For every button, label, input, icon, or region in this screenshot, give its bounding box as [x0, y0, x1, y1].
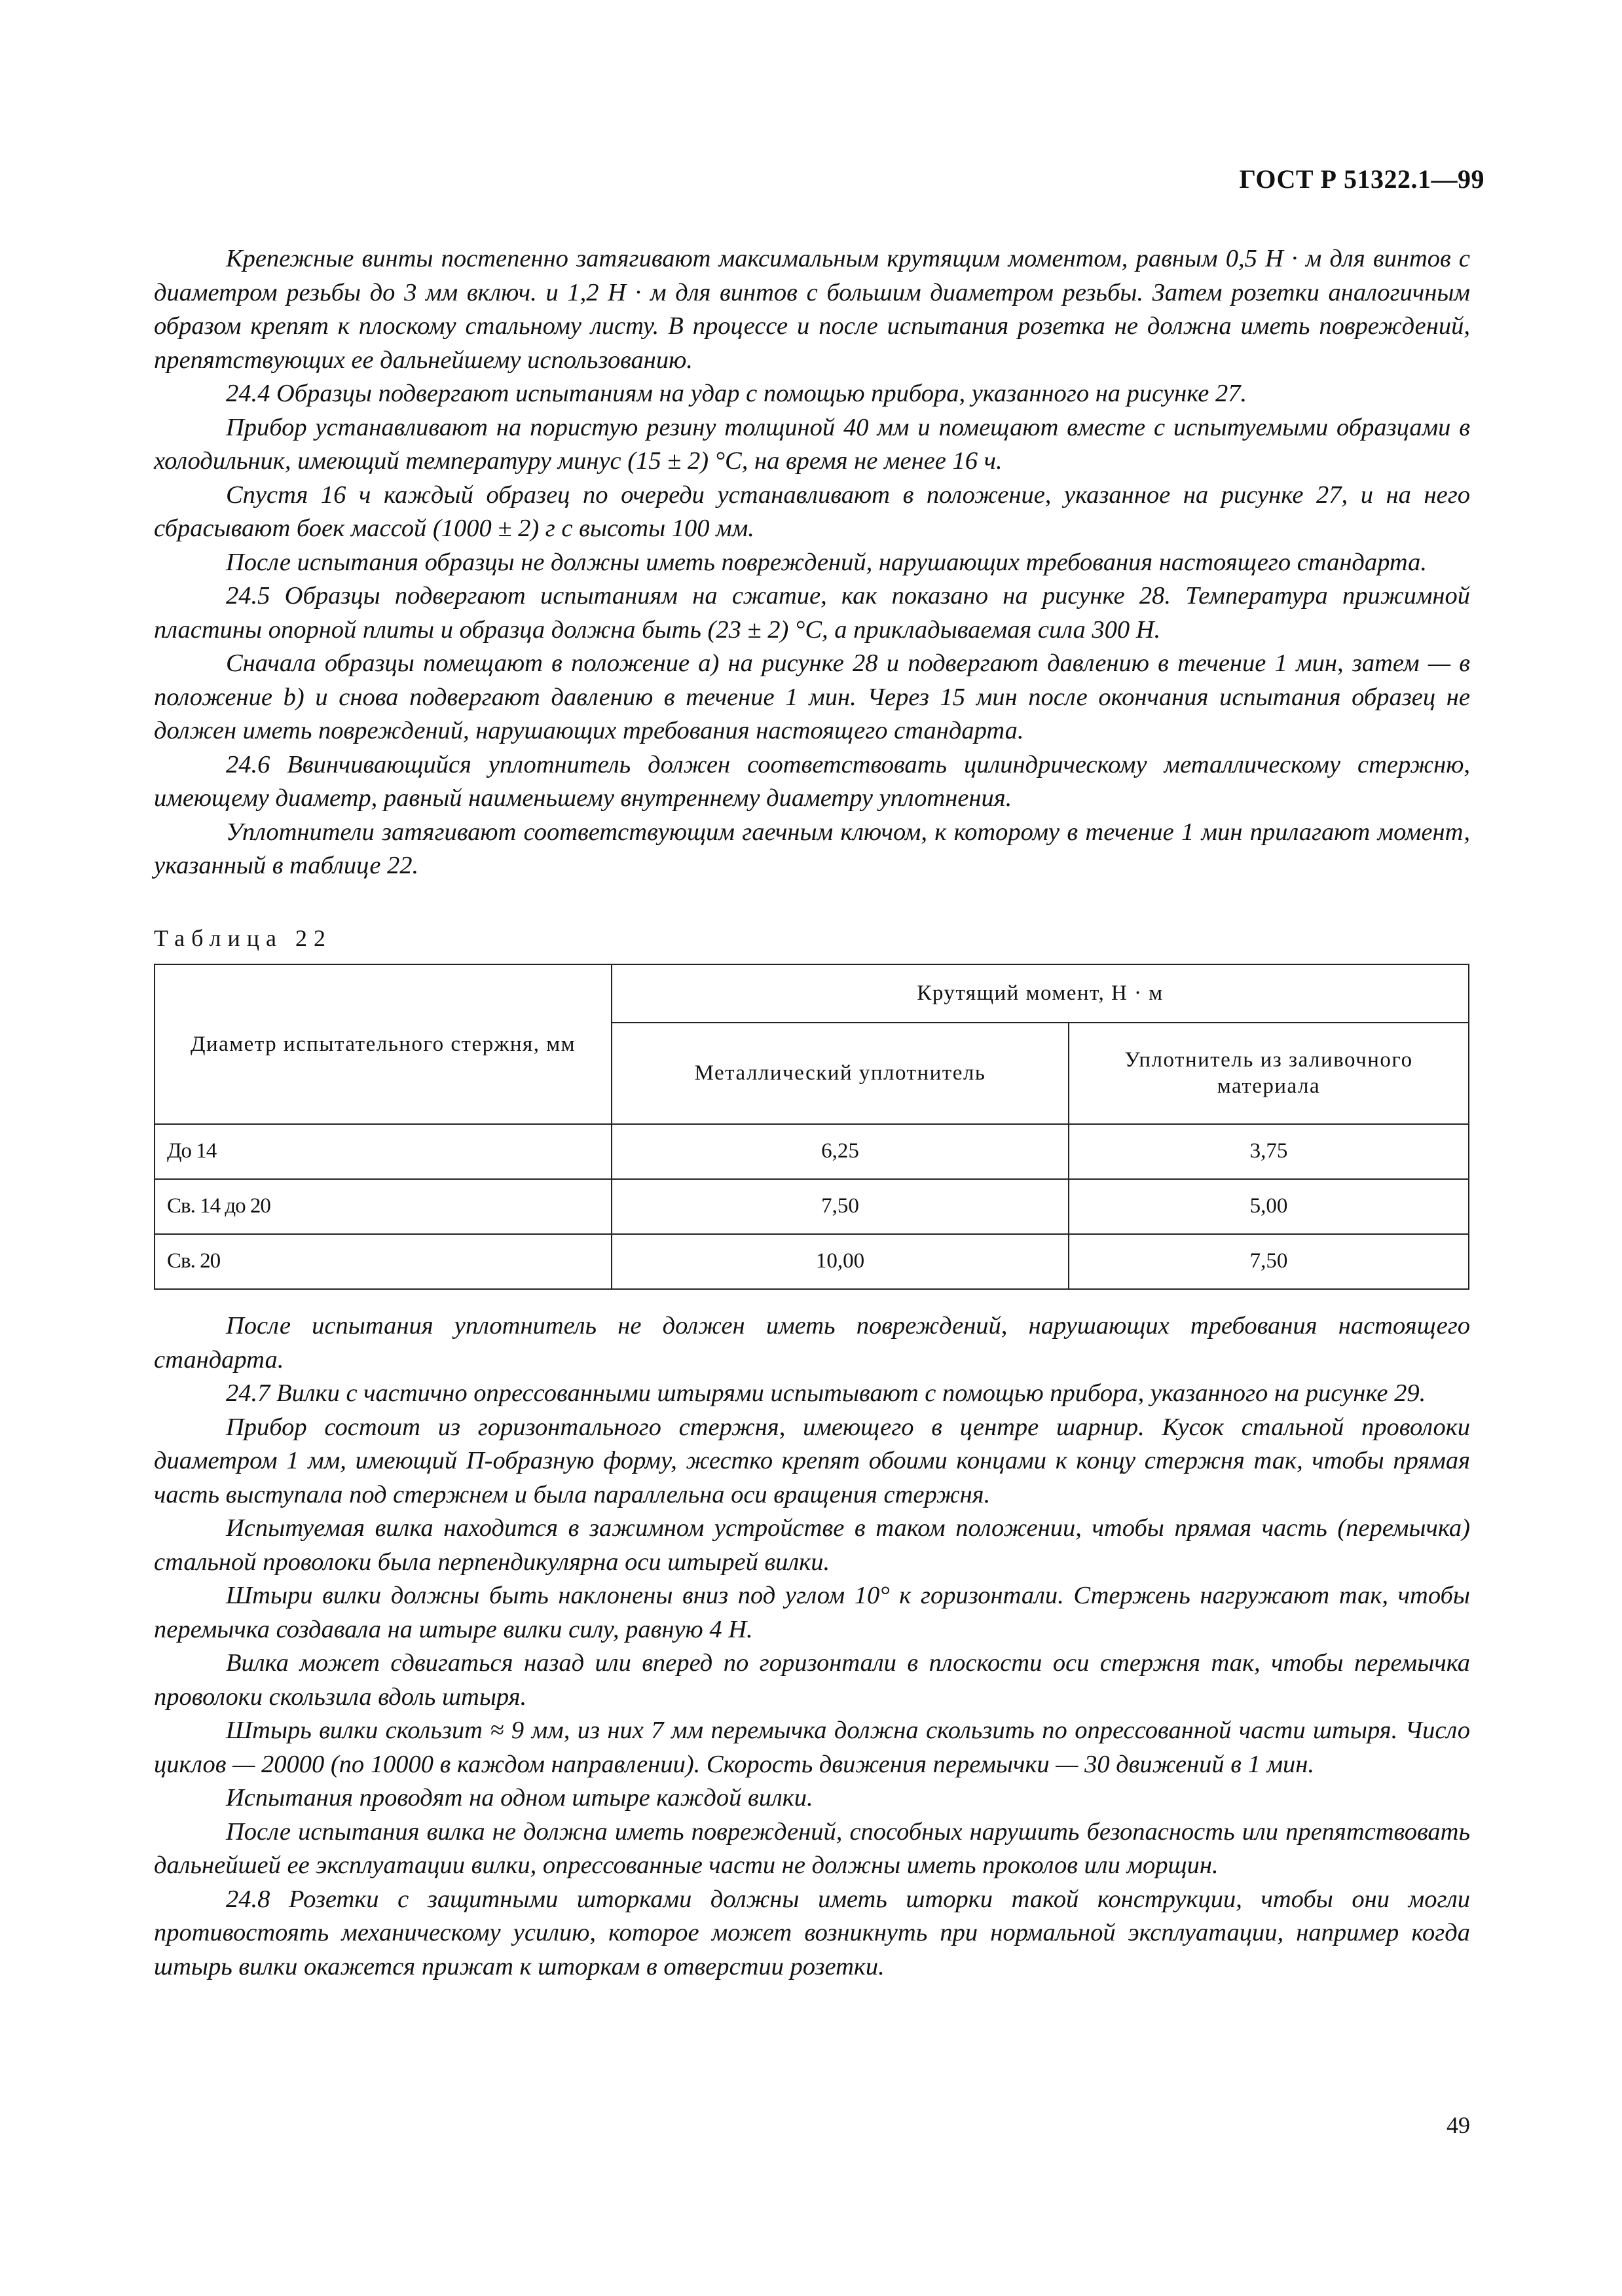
- paragraph: После испытания вилка не должна иметь повреждений, способных нарушить безопасность или препятствовать дальнейшей ее эксплуатации вилки, опрессованные части не должны иметь проколов или морщин.: [154, 1817, 1470, 1879]
- paragraph: Штырь вилки скользит ≈ 9 мм, из них 7 мм перемычка должна скользить по опрессованной части штыря. Число циклов — 20000 (по 10000 в каждом направлении). Скорость движения перемычки — 30 движений в 1 мин.: [154, 1717, 1470, 1778]
- paragraph: Прибор устанавливают на пористую резину толщиной 40 мм и помещают вместе с испытуемыми образцами в холодильник, имеющий температуру минус (15 ± 2) °С, на время не менее 16 ч.: [154, 413, 1470, 475]
- paragraph: Вилка может сдвигаться назад или вперед по горизонтали в плоскости оси стержня так, чтобы перемычка проволоки скользила вдоль штыря.: [154, 1649, 1470, 1711]
- page-number: 49: [1447, 2112, 1470, 2138]
- table-row: [155, 1124, 1469, 1179]
- paragraph: 24.4 Образцы подвергают испытаниям на удар с помощью прибора, указанного на рисунке 27.: [226, 380, 1247, 407]
- table-header-row: [155, 964, 1469, 1023]
- paragraph: После испытания образцы не должны иметь повреждений, нарушающих требования настоящего стандарта.: [226, 548, 1428, 576]
- cell-metal: 7,50: [612, 1179, 1069, 1234]
- document-code-header: ГОСТ Р 51322.1—99: [1239, 164, 1484, 194]
- paragraph: Крепежные винты постепенно затягивают максимальным крутящим моментом, равным 0,5 Н · м для винтов с диаметром резьбы до 3 мм включ. и 1,2 Н · м для винтов с большим диаметром резьбы. Затем розетки аналогичным образом крепят к плоскому стальному листу. В процессе и после испытания розетка не должна иметь повреждений, препятствующих ее дальнейшему использованию.: [154, 245, 1470, 374]
- cell-compound: 7,50: [1069, 1234, 1469, 1289]
- paragraph: 24.8 Розетки с защитными шторками должны иметь шторки такой конструкции, чтобы они могли противостоять механическому усилию, которое может возникнуть при нормальной эксплуатации, например когда штырь вилки окажется прижат к шторкам в отверстии розетки.: [154, 1885, 1470, 1980]
- paragraph: Уплотнители затягивают соответствующим гаечным ключом, к которому в течение 1 мин прилагают момент, указанный в таблице 22.: [154, 818, 1470, 879]
- paragraph: Сначала образцы помещают в положение а) на рисунке 28 и подвергают давлению в течение 1 мин, затем — в положение b) и снова подвергают давлению в течение 1 мин. Через 15 мин после окончания испытания образец не должен иметь повреждений, нарушающих требования настоящего стандарта.: [154, 649, 1470, 744]
- paragraph: 24.6 Ввинчивающийся уплотнитель должен соответствовать цилиндрическому металлическому стержню, имеющему диаметр, равный наименьшему внутреннему диаметру уплотнения.: [154, 750, 1470, 812]
- paragraph: Спустя 16 ч каждый образец по очереди устанавливают в положение, указанное на рисунке 27, и на него сбрасывают боек массой (1000 ± 2) г с высоты 100 мм.: [154, 481, 1470, 542]
- table-row: [155, 1179, 1469, 1234]
- cell-diameter: Св. 20: [155, 1234, 612, 1289]
- paragraph: Прибор состоит из горизонтального стержня, имеющего в центре шарнир. Кусок стальной проволоки диаметром 1 мм, имеющий П-образную форму, жестко крепят обоими концами к концу стержня так, чтобы прямая часть выступала под стержнем и была параллельна оси вращения стержня.: [154, 1413, 1470, 1508]
- header-diameter: Диаметр испытательного стержня, мм: [155, 964, 612, 1124]
- header-metal-seal: Металлический уплотнитель: [612, 1023, 1069, 1124]
- torque-table: [154, 964, 1469, 1290]
- cell-diameter: До 14: [155, 1124, 612, 1179]
- paragraph: Штыри вилки должны быть наклонены вниз под углом 10° к горизонтали. Стержень нагружают так, чтобы перемычка создавала на штыре вилки силу, равную 4 Н.: [154, 1582, 1470, 1643]
- table-row: [155, 1234, 1469, 1289]
- cell-metal: 10,00: [612, 1234, 1069, 1289]
- header-torque-group: Крутящий момент, Н · м: [612, 964, 1469, 1023]
- table-caption: Таблица 22: [154, 925, 332, 951]
- paragraph: После испытания уплотнитель не должен иметь повреждений, нарушающих требования настоящего стандарта.: [154, 1312, 1470, 1374]
- cell-metal: 6,25: [612, 1124, 1069, 1179]
- paragraph: 24.5 Образцы подвергают испытаниям на сжатие, как показано на рисунке 28. Температура прижимной пластины опорной плиты и образца должна быть (23 ± 2) °С, а прикладываемая сила 300 Н.: [154, 582, 1470, 644]
- body-text-top: [154, 242, 1470, 883]
- cell-diameter: Св. 14 до 20: [155, 1179, 612, 1234]
- cell-compound: 5,00: [1069, 1179, 1469, 1234]
- paragraph: Испытания проводят на одном штыре каждой вилки.: [226, 1784, 813, 1812]
- body-text-bottom: [154, 1309, 1470, 1984]
- paragraph: Испытуемая вилка находится в зажимном устройстве в таком положении, чтобы прямая часть (перемычка) стальной проволоки была перпендикулярна оси штырей вилки.: [154, 1514, 1470, 1576]
- paragraph: 24.7 Вилки с частично опрессованными штырями испытывают с помощью прибора, указанного на рисунке 29.: [226, 1379, 1426, 1407]
- cell-compound: 3,75: [1069, 1124, 1469, 1179]
- header-compound-seal: Уплотнитель из заливочного материала: [1069, 1023, 1469, 1124]
